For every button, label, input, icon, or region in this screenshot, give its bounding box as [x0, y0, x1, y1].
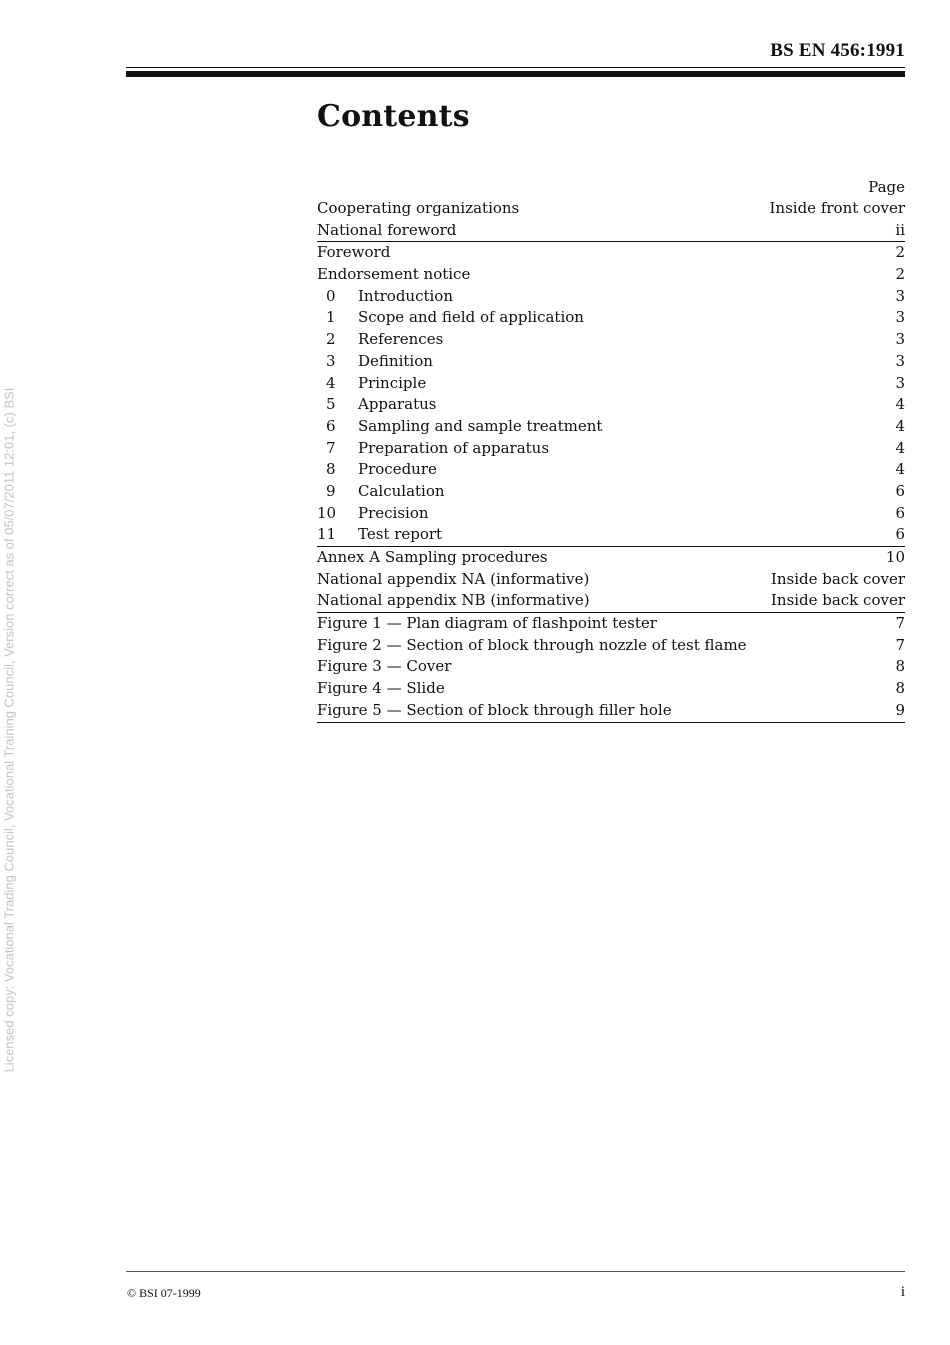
toc-entry-page: Inside back cover	[770, 569, 905, 588]
toc-entry[interactable]	[317, 220, 905, 242]
toc-section-number: 3	[326, 351, 336, 370]
toc-entry-label: National appendix NB (informative)	[317, 591, 590, 610]
toc-section-number: 1	[326, 308, 336, 327]
toc-entry-label: Endorsement notice	[317, 265, 471, 284]
toc-section-number: 6	[326, 416, 336, 435]
toc-entry-page: 6	[895, 503, 905, 522]
page-number: i	[900, 1284, 905, 1300]
toc-entry-page: 3	[895, 373, 905, 392]
toc-entry-label: Calculation	[358, 481, 445, 500]
toc-section-number: 11	[317, 525, 337, 544]
toc-group-front	[317, 198, 905, 242]
toc-group-figures	[317, 613, 905, 722]
toc-entry[interactable]	[317, 656, 905, 678]
toc-section-entry[interactable]	[317, 459, 905, 481]
toc-entry[interactable]	[317, 613, 905, 635]
toc-section-entry[interactable]	[317, 524, 905, 546]
toc-entry-label: Introduction	[358, 286, 453, 305]
toc-entry-label: References	[358, 330, 444, 349]
toc-entry-page: 4	[895, 438, 905, 457]
toc-entry-label: Preparation of apparatus	[358, 438, 550, 457]
toc-entry[interactable]	[317, 242, 905, 264]
toc-entry-page: 7	[895, 635, 905, 654]
toc-entry-page: 10	[885, 548, 905, 566]
toc-entry-label: Procedure	[358, 460, 437, 479]
toc-entry[interactable]	[317, 264, 905, 286]
toc-section-number: 8	[326, 460, 336, 479]
toc-entry-label: Cooperating organizations	[317, 199, 520, 217]
toc-entry-page: 3	[895, 286, 905, 305]
toc-entry-page: Inside back cover	[770, 591, 905, 610]
toc-section-entry[interactable]	[317, 307, 905, 329]
toc-section-number: 0	[326, 286, 336, 305]
toc-section-number: 7	[326, 438, 336, 457]
toc-entry-page: Inside front cover	[769, 199, 905, 217]
toc-entry-page: 3	[895, 351, 905, 370]
toc-entry-label: Sampling and sample treatment	[358, 416, 603, 435]
toc-section-number: 2	[326, 330, 336, 349]
toc-entry-label: Definition	[358, 351, 433, 370]
toc-entry[interactable]	[317, 569, 905, 591]
toc-entry-label: National foreword	[317, 220, 457, 239]
toc-entry-label: Test report	[358, 525, 443, 544]
document-id: BS EN 456:1991	[770, 40, 905, 61]
toc-entry-label: Apparatus	[358, 395, 437, 414]
toc-entry-label: Figure 5 — Section of block through filler hole	[317, 700, 672, 719]
toc-entry-page: ii	[895, 220, 905, 239]
toc-section-entry[interactable]	[317, 351, 905, 373]
toc-entry-label: Figure 1 — Plan diagram of flashpoint tester	[317, 614, 657, 633]
toc-entry-label: Figure 3 — Cover	[317, 657, 452, 676]
toc-section-number: 10	[317, 503, 337, 522]
toc-entry-page: 4	[895, 460, 905, 479]
toc-section-entry[interactable]	[317, 286, 905, 308]
toc-entry-page: 3	[895, 330, 905, 349]
toc-group-main	[317, 242, 905, 547]
toc-section-entry[interactable]	[317, 481, 905, 503]
toc-entry-page: 6	[895, 525, 905, 544]
toc-entry-label: Figure 4 — Slide	[317, 679, 445, 698]
page-column-heading: Page	[868, 178, 905, 196]
toc-section-entry[interactable]	[317, 438, 905, 460]
toc-section-entry[interactable]	[317, 394, 905, 416]
toc-entry[interactable]	[317, 678, 905, 700]
toc-entry[interactable]	[317, 635, 905, 657]
license-watermark: Licensed copy: Vocational Trading Council, Vocational Training Council, Version correct as of 05/07/2011 12:01, (c) BSI	[1, 387, 17, 1073]
toc-section-number: 4	[326, 373, 336, 392]
toc-entry-label: Foreword	[317, 243, 391, 262]
toc-entry-label: Annex A Sampling procedures	[317, 548, 548, 566]
toc-entry-label: Scope and field of application	[358, 308, 584, 327]
toc-entry-label: National appendix NA (informative)	[317, 569, 590, 588]
footer-rule	[126, 1271, 905, 1272]
toc-entry-page: 2	[895, 243, 905, 262]
toc-section-entry[interactable]	[317, 416, 905, 438]
toc-entry-page: 4	[895, 416, 905, 435]
toc-entry-label: Principle	[358, 373, 427, 392]
toc-entry-page: 8	[895, 657, 905, 676]
header-rule-thin	[126, 67, 905, 68]
toc-entry-label: Precision	[358, 503, 429, 522]
copyright-notice: © BSI 07-1999	[127, 1286, 201, 1300]
toc-section-number: 9	[326, 481, 336, 500]
toc-group-annexes	[317, 547, 905, 613]
toc-entry-page: 8	[895, 679, 905, 698]
toc-entry[interactable]	[317, 547, 905, 569]
toc-section-entry[interactable]	[317, 329, 905, 351]
toc-entry-page: 2	[895, 265, 905, 284]
toc-section-number: 5	[326, 395, 336, 414]
toc-entry-page: 7	[895, 614, 905, 633]
toc-entry[interactable]	[317, 590, 905, 612]
toc-entry-page: 9	[895, 700, 905, 719]
table-of-contents	[317, 177, 905, 723]
toc-entry[interactable]	[317, 700, 905, 722]
toc-section-entry[interactable]	[317, 503, 905, 525]
toc-entry[interactable]	[317, 198, 905, 220]
toc-entry-page: 4	[895, 395, 905, 414]
toc-section-entry[interactable]	[317, 373, 905, 395]
header-rule-thick	[126, 71, 905, 77]
toc-entry-label: Figure 2 — Section of block through nozzle of test flame	[317, 635, 747, 654]
toc-entry-page: 6	[895, 481, 905, 500]
page-title: Contents	[317, 99, 470, 134]
toc-entry-page: 3	[895, 308, 905, 327]
